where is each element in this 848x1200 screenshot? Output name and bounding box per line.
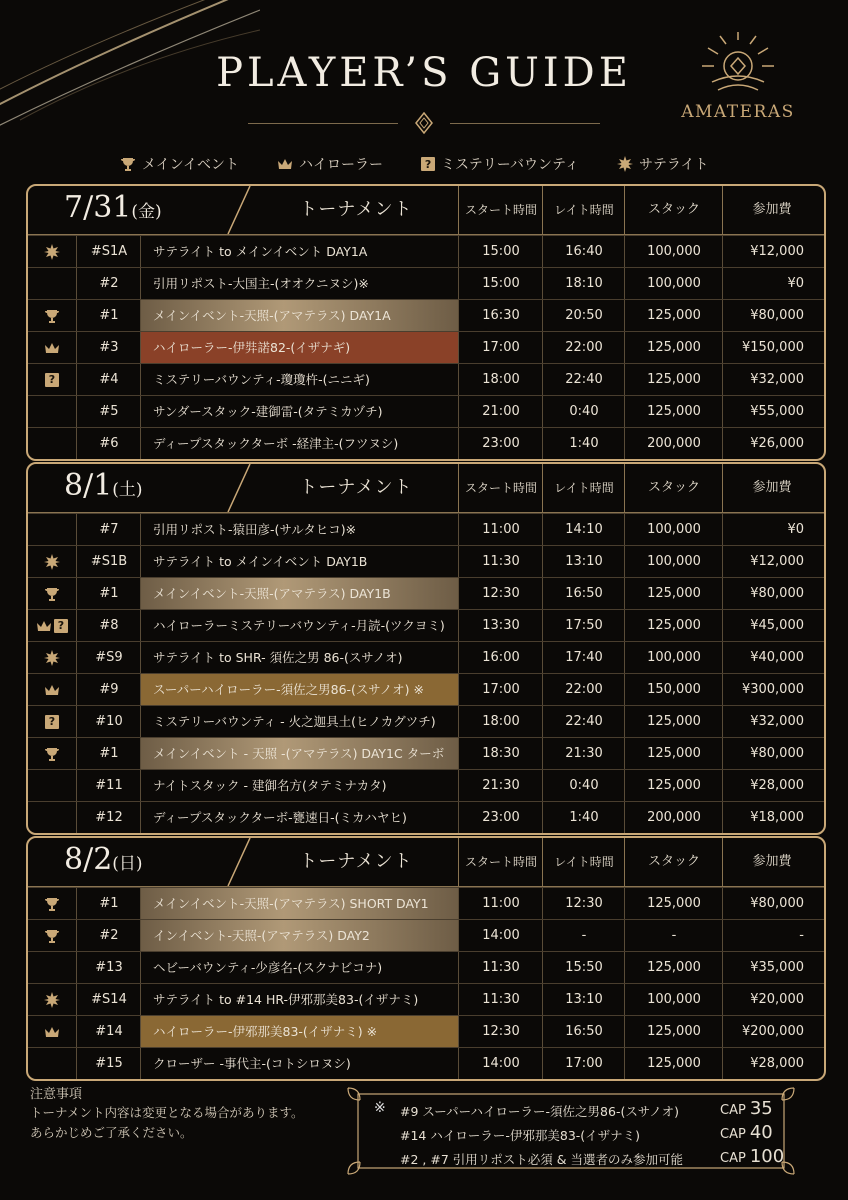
cap-row-text: #14 ハイローラー-伊邪那美83-(イザナミ) <box>400 1128 641 1143</box>
header-fee: 参加費 <box>722 186 821 234</box>
diamond-ornament-icon <box>413 112 435 134</box>
day-header <box>28 464 824 513</box>
question-icon: ? <box>45 715 59 729</box>
legend <box>120 154 709 174</box>
trophy-icon <box>44 928 60 944</box>
legend-label: ミステリーバウンティ <box>441 157 579 173</box>
row-icons <box>28 396 76 427</box>
late-time: 15:50 <box>542 952 625 983</box>
stack: 125,000 <box>624 952 723 983</box>
question-icon: ? <box>54 619 68 633</box>
day-header <box>28 838 824 887</box>
trophy-icon <box>44 586 60 602</box>
date-block <box>28 186 224 234</box>
row-icons <box>28 610 76 641</box>
event-name: サテライト to メインイベント DAY1A <box>140 236 458 267</box>
start-time: 11:30 <box>458 952 543 983</box>
event-name: メインイベント-天照-(アマテラス) SHORT DAY1 <box>140 888 458 919</box>
event-name: メインイベント - 天照 -(アマテラス) DAY1C ターボ <box>140 738 458 769</box>
entry-fee: ¥300,000 <box>722 674 820 705</box>
late-time: 22:40 <box>542 364 625 395</box>
event-name: ナイトスタック - 建御名方(タテミナカタ) <box>140 770 458 801</box>
header-start: スタート時間 <box>458 838 543 886</box>
row-icons <box>28 984 76 1015</box>
stack: 125,000 <box>624 706 723 737</box>
cap-value <box>720 1122 773 1143</box>
late-time: 16:50 <box>542 1016 625 1047</box>
crown-icon <box>36 618 52 634</box>
event-number: #1 <box>76 578 141 609</box>
day-of-week: (金) <box>131 202 162 222</box>
event-name: ハイローラーミステリーバウンティ-月読-(ツクヨミ) <box>140 610 458 641</box>
trophy-icon <box>44 896 60 912</box>
event-name: スーパーハイローラー-須佐之男86-(スサノオ) ※ <box>140 674 458 705</box>
event-number: #S1A <box>76 236 141 267</box>
crown-icon <box>44 1024 60 1040</box>
note-mark: ※ <box>374 1100 386 1116</box>
entry-fee: ¥80,000 <box>722 578 820 609</box>
event-name: メインイベント-天照-(アマテラス) DAY1B <box>140 578 458 609</box>
stack: 125,000 <box>624 332 723 363</box>
title-rule-right <box>450 123 600 124</box>
event-number: #13 <box>76 952 141 983</box>
start-time: 11:00 <box>458 888 543 919</box>
event-number: #15 <box>76 1048 141 1079</box>
stack: 100,000 <box>624 236 723 267</box>
table-row <box>28 513 824 545</box>
late-time: 13:10 <box>542 546 625 577</box>
late-time: 16:40 <box>542 236 625 267</box>
legend-item-mystery-bounty <box>421 154 579 174</box>
date-block <box>28 464 224 512</box>
trophy-icon <box>44 746 60 762</box>
row-icons <box>28 674 76 705</box>
cap-value <box>720 1098 773 1119</box>
table-row <box>28 919 824 951</box>
late-time: 12:30 <box>542 888 625 919</box>
day-section <box>26 462 826 835</box>
table-row <box>28 545 824 577</box>
table-row <box>28 267 824 299</box>
date-label <box>64 190 162 225</box>
notes-title: 注意事項 <box>30 1087 83 1102</box>
event-number: #2 <box>76 920 141 951</box>
late-time: 14:10 <box>542 514 625 545</box>
start-time: 13:30 <box>458 610 543 641</box>
event-number: #12 <box>76 802 141 833</box>
cap-label: CAP <box>720 1151 746 1166</box>
table-row <box>28 641 824 673</box>
header-tournament: トーナメント <box>299 477 413 498</box>
event-name: サテライト to #14 HR-伊邪那美83-(イザナミ) <box>140 984 458 1015</box>
row-icons <box>28 514 76 545</box>
stack: 100,000 <box>624 514 723 545</box>
date-block <box>28 838 224 886</box>
event-number: #6 <box>76 428 141 459</box>
header-stack: スタック <box>624 464 723 512</box>
entry-fee: ¥35,000 <box>722 952 820 983</box>
legend-item-main-event <box>120 154 239 174</box>
late-time: 22:00 <box>542 332 625 363</box>
header-late: レイト時間 <box>542 838 625 886</box>
day-section <box>26 184 826 461</box>
entry-fee: ¥32,000 <box>722 364 820 395</box>
legend-label: ハイローラー <box>299 157 384 173</box>
row-icons <box>28 300 76 331</box>
start-time: 18:30 <box>458 738 543 769</box>
header-late: レイト時間 <box>542 464 625 512</box>
legend-label: サテライト <box>638 157 709 173</box>
event-number: #1 <box>76 738 141 769</box>
row-icons <box>28 1016 76 1047</box>
entry-fee: ¥80,000 <box>722 300 820 331</box>
event-name: ヘビーバウンティ-少彦名-(スクナビコナ) <box>140 952 458 983</box>
date-value: 7/31 <box>64 190 132 225</box>
event-name: ディープスタックターボ-甕速日-(ミカハヤヒ) <box>140 802 458 833</box>
row-icons <box>28 236 76 267</box>
row-icons <box>28 364 76 395</box>
start-time: 15:00 <box>458 268 543 299</box>
stack: 125,000 <box>624 364 723 395</box>
start-time: 18:00 <box>458 364 543 395</box>
entry-fee: ¥12,000 <box>722 546 820 577</box>
stack: 100,000 <box>624 546 723 577</box>
event-number: #11 <box>76 770 141 801</box>
star-icon <box>617 156 633 172</box>
start-time: 18:00 <box>458 706 543 737</box>
header-slash <box>224 186 254 234</box>
header-stack: スタック <box>624 186 723 234</box>
stack: 150,000 <box>624 674 723 705</box>
table-row <box>28 577 824 609</box>
row-icons <box>28 952 76 983</box>
start-time: 23:00 <box>458 802 543 833</box>
header-start: スタート時間 <box>458 464 543 512</box>
late-time: 1:40 <box>542 802 625 833</box>
entry-fee: ¥28,000 <box>722 770 820 801</box>
row-icons <box>28 268 76 299</box>
entry-fee: ¥28,000 <box>722 1048 820 1079</box>
table-row <box>28 427 824 459</box>
stack: 125,000 <box>624 738 723 769</box>
event-name: インイベント-天照-(アマテラス) DAY2 <box>140 920 458 951</box>
entry-fee: ¥40,000 <box>722 642 820 673</box>
stack: 125,000 <box>624 1048 723 1079</box>
cap-label: CAP <box>720 1127 746 1142</box>
late-time: 18:10 <box>542 268 625 299</box>
event-name: クローザー -事代主-(コトシロヌシ) <box>140 1048 458 1079</box>
table-row <box>28 887 824 919</box>
late-time: 0:40 <box>542 396 625 427</box>
late-time: 21:30 <box>542 738 625 769</box>
event-number: #14 <box>76 1016 141 1047</box>
event-number: #2 <box>76 268 141 299</box>
row-icons <box>28 770 76 801</box>
day-of-week: (日) <box>112 854 143 874</box>
header-fee: 参加費 <box>722 464 821 512</box>
page-title: PLAYER’S GUIDE <box>216 50 632 96</box>
start-time: 23:00 <box>458 428 543 459</box>
date-label <box>64 468 143 503</box>
late-time: 17:50 <box>542 610 625 641</box>
table-row <box>28 235 824 267</box>
start-time: 21:00 <box>458 396 543 427</box>
event-number: #4 <box>76 364 141 395</box>
table-row <box>28 801 824 833</box>
header-start: スタート時間 <box>458 186 543 234</box>
table-row <box>28 395 824 427</box>
late-time: 22:00 <box>542 674 625 705</box>
late-time: 0:40 <box>542 770 625 801</box>
stack: 200,000 <box>624 802 723 833</box>
stack: 125,000 <box>624 578 723 609</box>
table-row <box>28 983 824 1015</box>
header-stack: スタック <box>624 838 723 886</box>
question-icon: ? <box>421 157 435 171</box>
table-row <box>28 673 824 705</box>
late-time: 20:50 <box>542 300 625 331</box>
entry-fee: ¥80,000 <box>722 738 820 769</box>
start-time: 12:30 <box>458 1016 543 1047</box>
late-time: 13:10 <box>542 984 625 1015</box>
entry-fee: ¥150,000 <box>722 332 820 363</box>
row-icons <box>28 642 76 673</box>
trophy-icon <box>44 308 60 324</box>
start-time: 17:00 <box>458 332 543 363</box>
entry-fee: ¥55,000 <box>722 396 820 427</box>
row-icons <box>28 738 76 769</box>
entry-fee: - <box>722 920 820 951</box>
event-number: #3 <box>76 332 141 363</box>
entry-fee: ¥80,000 <box>722 888 820 919</box>
date-value: 8/1 <box>64 468 113 503</box>
event-number: #S9 <box>76 642 141 673</box>
event-number: #1 <box>76 888 141 919</box>
late-time: 1:40 <box>542 428 625 459</box>
entry-fee: ¥45,000 <box>722 610 820 641</box>
entry-fee: ¥26,000 <box>722 428 820 459</box>
header-tournament: トーナメント <box>299 199 413 220</box>
row-icons <box>28 332 76 363</box>
day-of-week: (土) <box>112 480 143 500</box>
event-name: メインイベント-天照-(アマテラス) DAY1A <box>140 300 458 331</box>
header-late: レイト時間 <box>542 186 625 234</box>
entry-fee: ¥0 <box>722 514 820 545</box>
amateras-logo <box>668 30 808 122</box>
table-row <box>28 1015 824 1047</box>
start-time: 17:00 <box>458 674 543 705</box>
event-name: ハイローラー-伊邪那美83-(イザナミ) ※ <box>140 1016 458 1047</box>
stack: 100,000 <box>624 268 723 299</box>
header-fee: 参加費 <box>722 838 821 886</box>
entry-fee: ¥200,000 <box>722 1016 820 1047</box>
cap-row-text: #9 スーパーハイローラー-須佐之男86-(スサノオ) <box>400 1104 679 1119</box>
start-time: 14:00 <box>458 920 543 951</box>
late-time: 16:50 <box>542 578 625 609</box>
stack: 100,000 <box>624 642 723 673</box>
header-slash <box>224 838 254 886</box>
star-icon <box>44 992 60 1008</box>
event-number: #10 <box>76 706 141 737</box>
crown-icon <box>277 156 293 172</box>
star-icon <box>44 244 60 260</box>
stack: 125,000 <box>624 1016 723 1047</box>
event-name: 引用リポスト-猿田彦-(サルタヒコ)※ <box>140 514 458 545</box>
notes-line: トーナメント内容は変更となる場合があります。 <box>30 1105 304 1120</box>
title-rule-left <box>248 123 398 124</box>
entry-fee: ¥12,000 <box>722 236 820 267</box>
table-row <box>28 1047 824 1079</box>
trophy-icon <box>120 156 136 172</box>
row-icons <box>28 920 76 951</box>
entry-fee: ¥0 <box>722 268 820 299</box>
legend-label: メインイベント <box>142 157 240 173</box>
late-time: - <box>542 920 625 951</box>
event-name: 引用リポスト-大国主-(オオクニヌシ)※ <box>140 268 458 299</box>
star-icon <box>44 650 60 666</box>
table-row <box>28 331 824 363</box>
late-time: 17:00 <box>542 1048 625 1079</box>
event-name: サテライト to SHR- 須佐之男 86-(スサノオ) <box>140 642 458 673</box>
sun-logo-icon <box>698 30 778 100</box>
table-row <box>28 609 824 641</box>
crown-icon <box>44 682 60 698</box>
star-icon <box>44 554 60 570</box>
row-icons <box>28 706 76 737</box>
table-row <box>28 769 824 801</box>
cap-box <box>346 1086 796 1176</box>
legend-item-satellite <box>617 154 709 174</box>
event-name: サンダースタック-建御雷-(タテミカヅチ) <box>140 396 458 427</box>
table-row <box>28 951 824 983</box>
event-name: サテライト to メインイベント DAY1B <box>140 546 458 577</box>
stack: 125,000 <box>624 770 723 801</box>
date-value: 8/2 <box>64 842 113 877</box>
event-number: #7 <box>76 514 141 545</box>
late-time: 22:40 <box>542 706 625 737</box>
row-icons <box>28 1048 76 1079</box>
stack: 125,000 <box>624 396 723 427</box>
row-icons <box>28 546 76 577</box>
cap-number: 35 <box>749 1098 773 1119</box>
start-time: 14:00 <box>458 1048 543 1079</box>
stack: - <box>624 920 723 951</box>
start-time: 21:30 <box>458 770 543 801</box>
event-number: #1 <box>76 300 141 331</box>
cap-value <box>720 1146 784 1167</box>
header-slash <box>224 464 254 512</box>
date-label <box>64 842 143 877</box>
start-time: 16:30 <box>458 300 543 331</box>
table-row <box>28 737 824 769</box>
event-number: #5 <box>76 396 141 427</box>
header-tournament: トーナメント <box>299 851 413 872</box>
stack: 100,000 <box>624 984 723 1015</box>
start-time: 12:30 <box>458 578 543 609</box>
notes-line: あらかじめご了承ください。 <box>30 1125 193 1140</box>
day-header <box>28 186 824 235</box>
cap-row-text: #2 , #7 引用リポスト必須 & 当選者のみ参加可能 <box>400 1152 683 1167</box>
row-icons <box>28 802 76 833</box>
event-name: ミステリーバウンティ - 火之迦具土(ヒノカグツチ) <box>140 706 458 737</box>
late-time: 17:40 <box>542 642 625 673</box>
entry-fee: ¥32,000 <box>722 706 820 737</box>
event-name: ハイローラー-伊弉諾82-(イザナギ) <box>140 332 458 363</box>
event-name: ディープスタックターボ -経津主-(フツヌシ) <box>140 428 458 459</box>
table-row <box>28 363 824 395</box>
day-section <box>26 836 826 1081</box>
start-time: 15:00 <box>458 236 543 267</box>
stack: 125,000 <box>624 300 723 331</box>
table-row <box>28 705 824 737</box>
stack: 125,000 <box>624 610 723 641</box>
row-icons <box>28 578 76 609</box>
brand-name: AMATERAS <box>681 102 795 122</box>
entry-fee: ¥18,000 <box>722 802 820 833</box>
start-time: 11:30 <box>458 984 543 1015</box>
stack: 125,000 <box>624 888 723 919</box>
table-row <box>28 299 824 331</box>
row-icons <box>28 428 76 459</box>
entry-fee: ¥20,000 <box>722 984 820 1015</box>
start-time: 11:00 <box>458 514 543 545</box>
event-number: #S14 <box>76 984 141 1015</box>
start-time: 16:00 <box>458 642 543 673</box>
cap-label: CAP <box>720 1103 746 1118</box>
event-number: #9 <box>76 674 141 705</box>
event-number: #8 <box>76 610 141 641</box>
legend-item-high-roller <box>277 154 383 174</box>
stack: 200,000 <box>624 428 723 459</box>
start-time: 11:30 <box>458 546 543 577</box>
event-name: ミステリーバウンティ-瓊瓊杵-(ニニギ) <box>140 364 458 395</box>
crown-icon <box>44 340 60 356</box>
notes-body <box>30 1103 304 1143</box>
cap-number: 100 <box>749 1146 785 1167</box>
cap-number: 40 <box>749 1122 773 1143</box>
event-number: #S1B <box>76 546 141 577</box>
question-icon: ? <box>45 373 59 387</box>
row-icons <box>28 888 76 919</box>
